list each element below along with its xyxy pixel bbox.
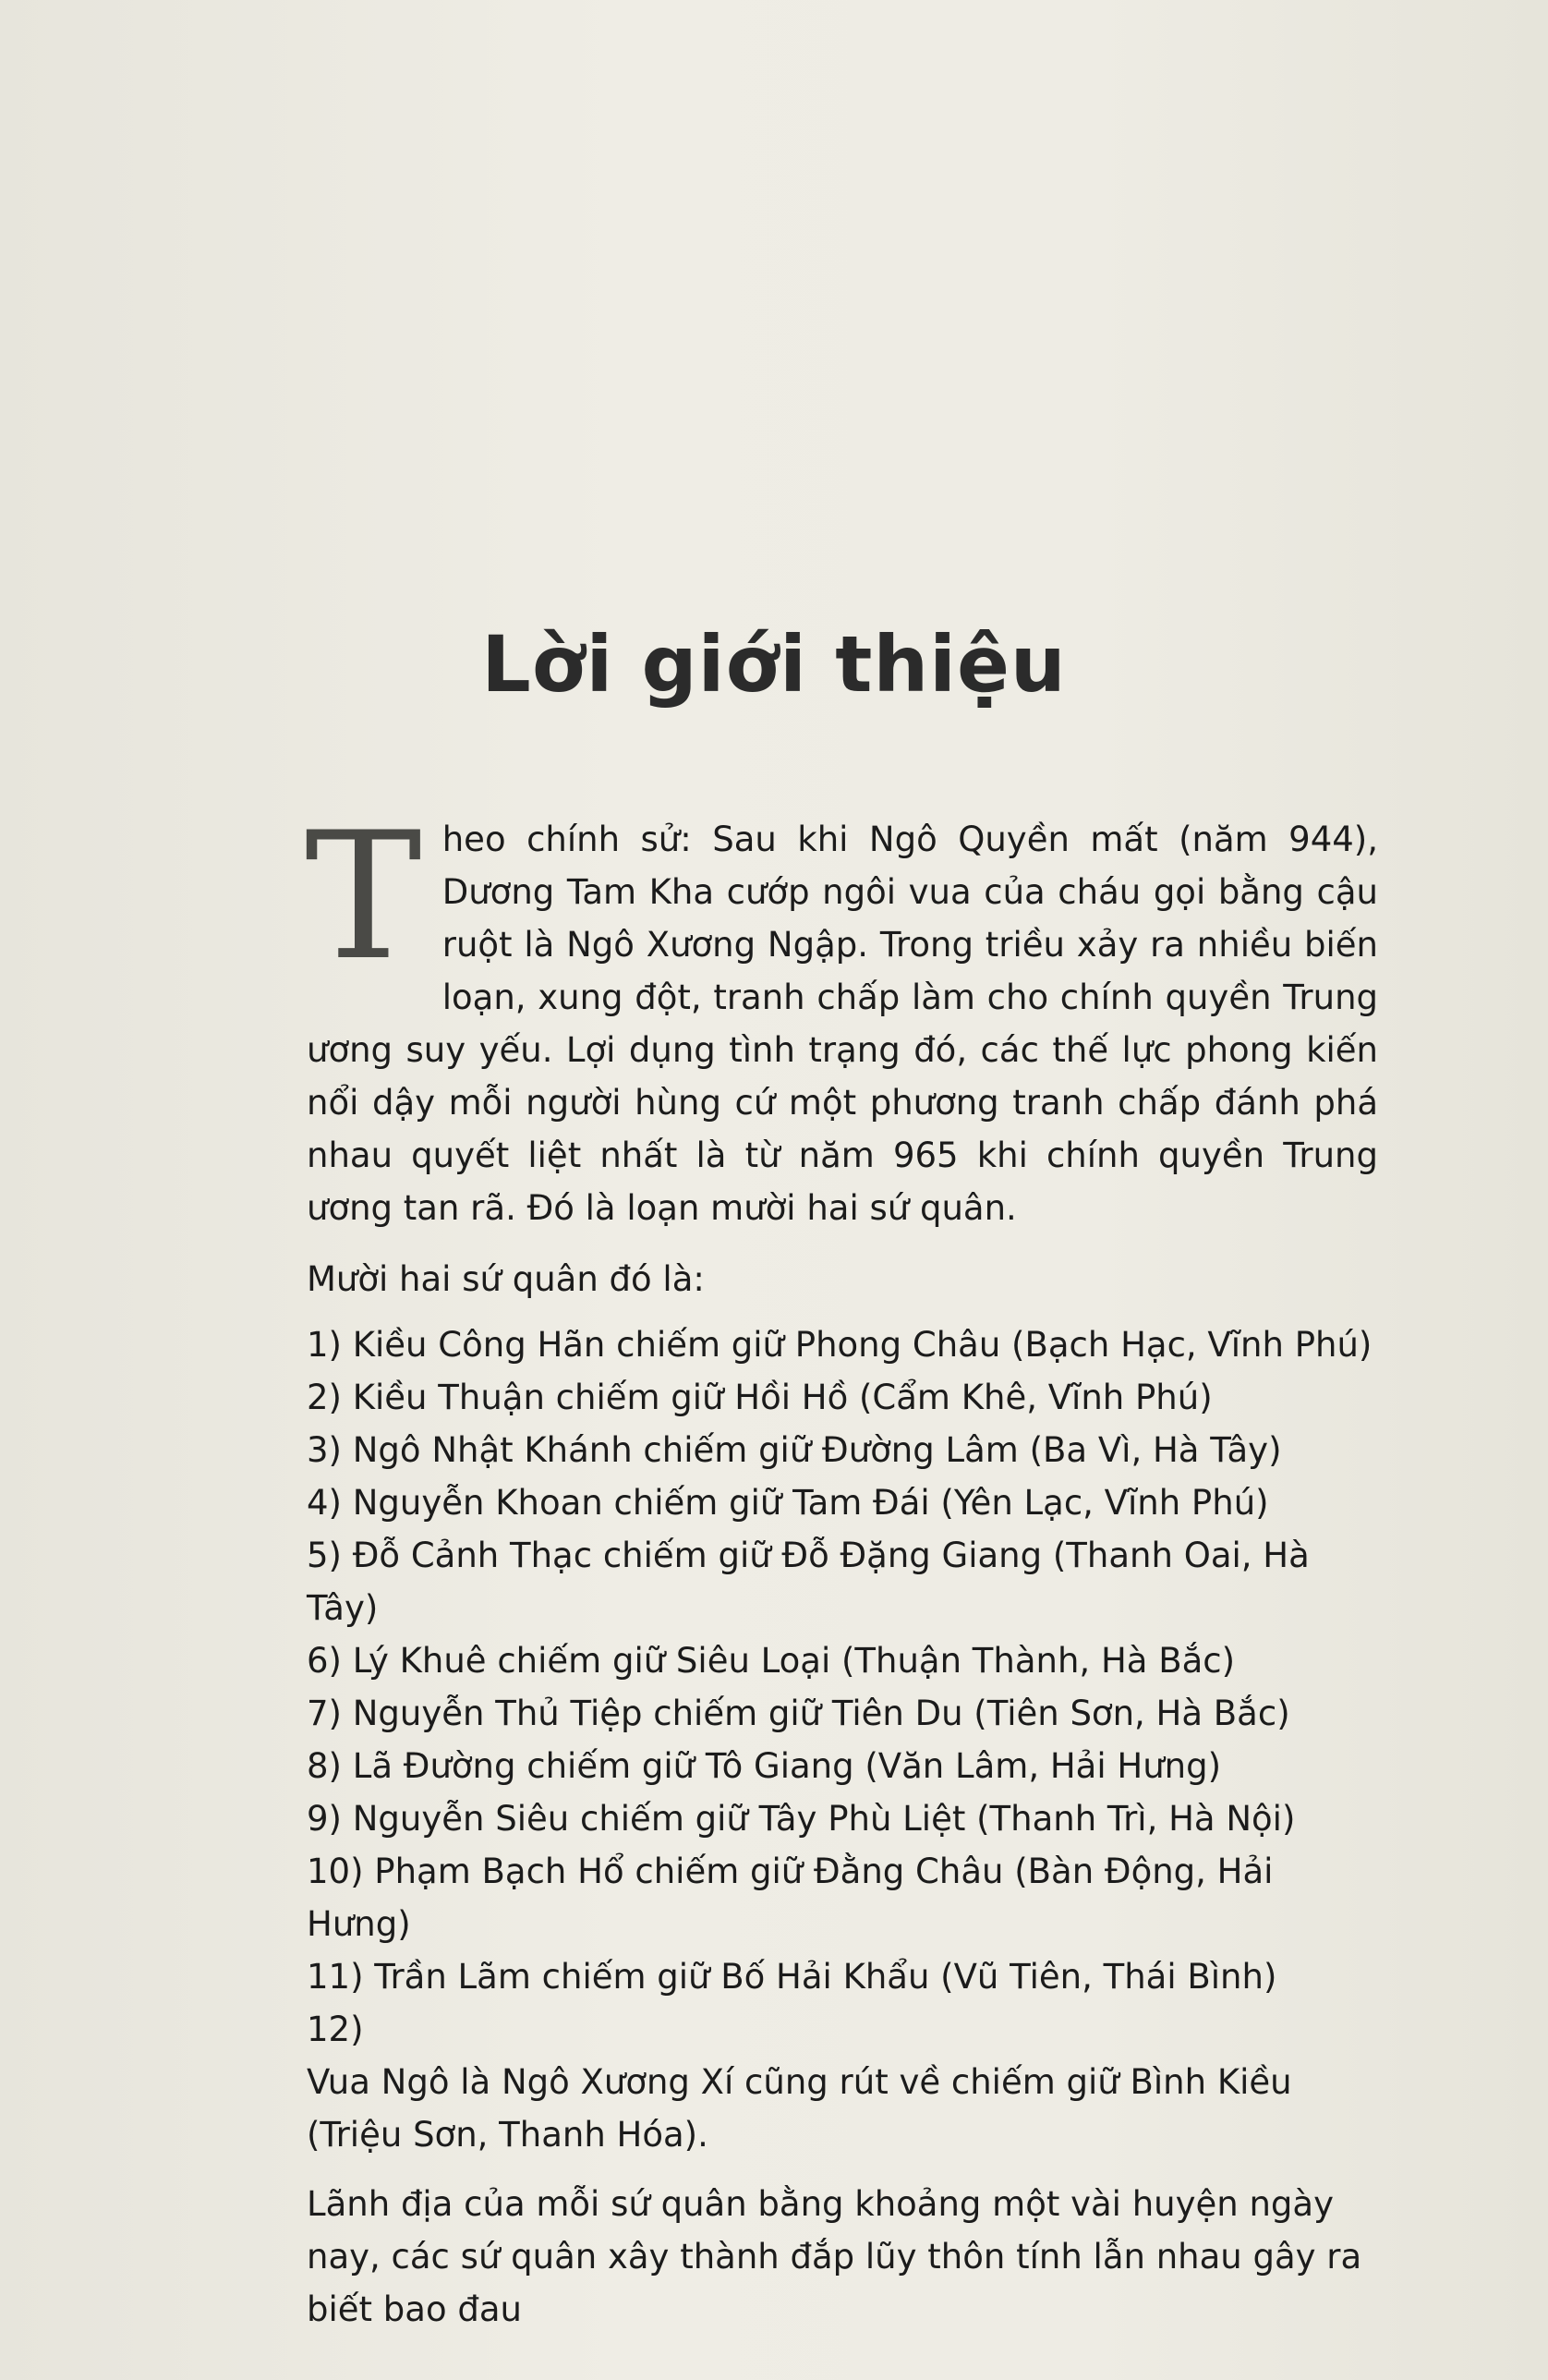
list-item-number: 12) — [307, 2010, 364, 2049]
list-item-number: 11) — [307, 1957, 364, 1997]
list-item-text: Kiều Công Hãn chiếm giữ Phong Châu (Bạch Hạc, Vĩnh Phú) — [352, 1325, 1373, 1365]
list-item — [307, 1950, 1378, 2003]
list-item — [307, 1740, 1378, 1792]
list-item-number: 9) — [307, 1799, 342, 1839]
list-item-text: Nguyễn Khoan chiếm giữ Tam Đái (Yên Lạc, Vĩnh Phú) — [352, 1483, 1269, 1523]
warlord-list — [307, 1318, 1378, 2161]
list-item-number: 10) — [307, 1852, 364, 1891]
list-item-text: Lý Khuê chiếm giữ Siêu Loại (Thuận Thành, Hà Bắc) — [352, 1641, 1236, 1681]
list-heading — [307, 1253, 1378, 1305]
body-text — [305, 795, 1378, 2336]
list-item-text: Nguyễn Thủ Tiệp chiếm giữ Tiên Du (Tiên Sơn, Hà Bắc) — [352, 1694, 1290, 1733]
list-item — [307, 1529, 1378, 1634]
list-item-text: Ngô Nhật Khánh chiếm giữ Đường Lâm (Ba Vì, Hà Tây) — [352, 1430, 1282, 1470]
list-item-number: 7) — [307, 1694, 342, 1733]
list-item-number: 6) — [307, 1641, 342, 1681]
list-item-number: 1) — [307, 1325, 342, 1365]
list-item — [307, 1371, 1378, 1424]
intro-paragraph — [305, 795, 1378, 1234]
list-item-text: Phạm Bạch Hổ chiếm giữ Đằng Châu (Bàn Động, Hải Hưng) — [307, 1852, 1274, 1944]
list-item — [307, 1476, 1378, 1529]
list-item-number: 4) — [307, 1483, 342, 1523]
list-item — [307, 1318, 1378, 1371]
drop-cap: T — [305, 795, 422, 999]
list-item — [307, 1634, 1378, 1687]
list-item — [307, 1792, 1378, 1845]
list-item-text: Kiều Thuận chiếm giữ Hồi Hồ (Cẩm Khê, Vĩnh Phú) — [352, 1378, 1213, 1417]
list-item-text: Lã Đường chiếm giữ Tô Giang (Văn Lâm, Hải Hưng) — [352, 1746, 1222, 1786]
list-item-number: 8) — [307, 1746, 342, 1786]
list-heading-text: Mười hai sứ quân đó là: — [307, 1259, 705, 1299]
list-item-text: Trần Lãm chiếm giữ Bố Hải Khẩu (Vũ Tiên, Thái Bình) — [374, 1957, 1277, 1997]
list-item — [307, 1845, 1378, 1950]
intro-text: heo chính sử: Sau khi Ngô Quyền mất (năm 944), Dương Tam Kha cướp ngôi vua của cháu gọi bằng cậu ruột là Ngô Xương Ngập. Trong triều xảy ra nhiều biến loạn, xung đột, tranh chấp làm cho chính quyền Trung ương suy yếu. Lợi dụng tình trạng đó, các thế lực phong kiến nổi dậy mỗi người hùng cứ một phương tranh chấp đánh phá nhau quyết liệt nhất là từ năm 965 khi chính quyền Trung ương tan rã. Đó là loạn mười hai sứ quân. — [307, 820, 1378, 1228]
list-item-number: 5) — [307, 1536, 342, 1575]
list-item-number: 2) — [307, 1378, 342, 1417]
closing-paragraph: Lãnh địa của mỗi sứ quân bằng khoảng một vài huyện ngày nay, các sứ quân xây thành đắp lũy thôn tính lẫn nhau gây ra biết bao đau — [307, 2184, 1362, 2329]
list-item-text: Vua Ngô là Ngô Xương Xí cũng rút về chiếm giữ Bình Kiều (Triệu Sơn, Thanh Hóa). — [307, 2062, 1292, 2155]
list-item-text: Đỗ Cảnh Thạc chiếm giữ Đỗ Đặng Giang (Thanh Oai, Hà Tây) — [307, 1536, 1310, 1628]
list-item-text: Nguyễn Siêu chiếm giữ Tây Phù Liệt (Thanh Trì, Hà Nội) — [352, 1799, 1296, 1839]
list-item — [307, 2003, 1378, 2161]
list-item — [307, 1424, 1378, 1476]
list-item-number: 3) — [307, 1430, 342, 1470]
list-item — [307, 1687, 1378, 1740]
page-title: Lời giới thiệu — [481, 619, 1067, 710]
